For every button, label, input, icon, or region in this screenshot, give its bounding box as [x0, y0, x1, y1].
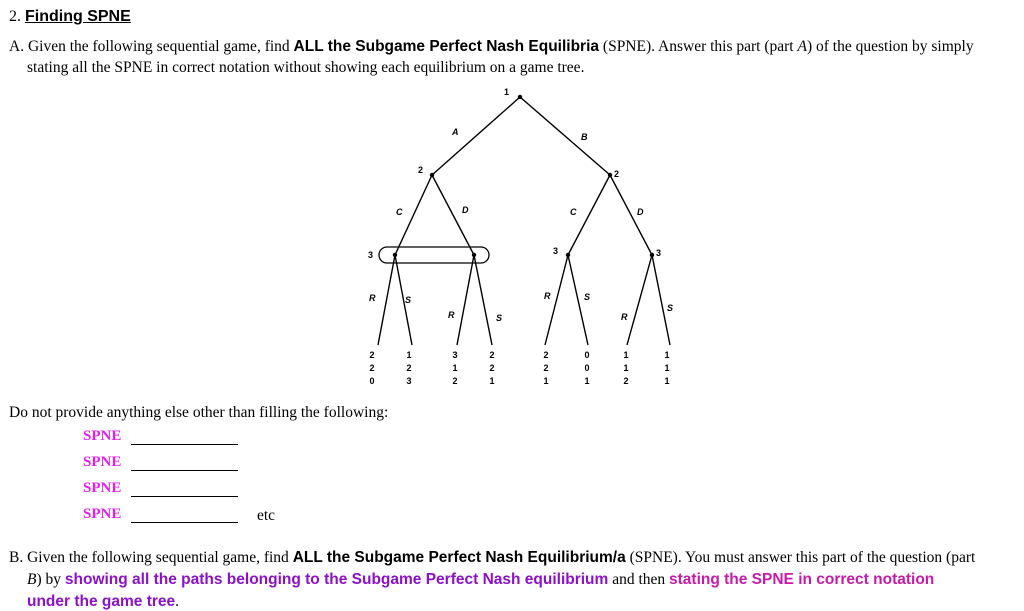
payoff-value: 2 [543, 363, 549, 373]
payoff-value: 2 [489, 363, 495, 373]
action-label-C-right: C [570, 207, 577, 217]
action-label-S-3: S [584, 292, 591, 302]
action-label-A: A [452, 127, 459, 137]
spne-answer-line-3[interactable] [131, 496, 238, 497]
spne-answer-line-2[interactable] [131, 470, 238, 471]
payoff-value: 0 [584, 363, 590, 373]
part-a-emphasis: ALL the Subgame Perfect Nash Equilibria [293, 38, 600, 55]
payoff-value: 2 [369, 363, 375, 373]
part-a-letter: A [797, 38, 807, 55]
part-b-suffix: (SPNE). You must answer this part of the question (part [625, 549, 976, 566]
part-b-line-2 [27, 571, 934, 589]
action-label-B: B [581, 132, 588, 142]
etc-text: etc [257, 507, 276, 524]
payoff-value: 2 [489, 350, 495, 360]
payoff-value: 1 [543, 376, 549, 386]
part-b-line-3 [27, 593, 179, 611]
player-label-right: 2 [614, 169, 620, 179]
payoff-value: 3 [452, 350, 458, 360]
payoff-value: 1 [452, 363, 458, 373]
action-label-R-3: R [544, 291, 551, 301]
player-label-rr: 3 [656, 248, 662, 258]
part-a-suffix-2: ) of the question by simply [806, 38, 974, 55]
payoff-value: 1 [664, 363, 670, 373]
part-b-letter: B [27, 571, 37, 588]
payoff-value: 2 [623, 376, 629, 386]
spne-label-3: SPNE [83, 480, 122, 496]
part-b-under-tree: under the game tree [27, 593, 176, 610]
payoff-value: 0 [584, 350, 590, 360]
payoff-value: 1 [584, 376, 590, 386]
action-label-R-4: R [621, 312, 628, 322]
action-label-C-left: C [396, 207, 403, 217]
payoff-value: 2 [369, 350, 375, 360]
action-label-D-right: D [637, 207, 644, 217]
part-b-notation-emphasis: stating the SPNE in correct notation [669, 571, 935, 588]
player-label-root: 1 [504, 87, 510, 97]
payoff-value: 3 [406, 376, 412, 386]
action-label-R-1: R [369, 293, 376, 303]
payoff-value: 1 [664, 376, 670, 386]
part-a-prefix: A. Given the following sequential game, find [9, 38, 294, 55]
part-b-period: . [175, 593, 180, 610]
spne-label-4: SPNE [83, 506, 122, 522]
payoff-value: 1 [406, 350, 412, 360]
part-a-suffix: (SPNE). Answer this part (part [599, 38, 798, 55]
payoff-vectors [369, 350, 669, 386]
payoff-value: 1 [664, 350, 670, 360]
part-b-paths-emphasis: showing all the paths belonging to the Subgame Perfect Nash equilibrium [64, 571, 609, 588]
action-label-D-left: D [462, 205, 469, 215]
spne-label-2: SPNE [83, 454, 122, 470]
payoff-value: 0 [369, 376, 375, 386]
player-label-left: 2 [418, 165, 424, 175]
action-label-S-4: S [667, 303, 674, 313]
spne-answer-line-4[interactable] [131, 522, 238, 523]
question-number: 2. [9, 8, 21, 25]
payoff-value: 2 [543, 350, 549, 360]
part-b-prefix: B. Given the following sequential game, find [9, 549, 293, 566]
instruction-text: Do not provide anything else other than filling the following: [9, 404, 389, 421]
payoff-value: 1 [489, 376, 495, 386]
payoff-value: 1 [623, 350, 629, 360]
player-label-rl: 3 [553, 246, 559, 256]
part-b-line-1 [9, 549, 975, 567]
spne-label-1: SPNE [83, 428, 122, 444]
player-label-infoset: 3 [368, 250, 374, 260]
part-a-line-2: stating all the SPNE in correct notation without showing each equilibrium on a game tree. [27, 59, 585, 76]
action-label-S-1: S [405, 295, 412, 305]
action-label-R-2: R [448, 310, 455, 320]
payoff-value: 1 [623, 363, 629, 373]
payoff-value: 2 [452, 376, 458, 386]
part-b-by: ) by [36, 571, 65, 588]
part-b-and-then: and then [608, 571, 670, 588]
spne-answer-line-1[interactable] [131, 444, 238, 445]
payoff-value: 2 [406, 363, 412, 373]
part-b-emphasis: ALL the Subgame Perfect Nash Equilibrium/a [292, 549, 626, 566]
action-label-S-2: S [496, 313, 503, 323]
question-title: Finding SPNE [25, 8, 131, 25]
